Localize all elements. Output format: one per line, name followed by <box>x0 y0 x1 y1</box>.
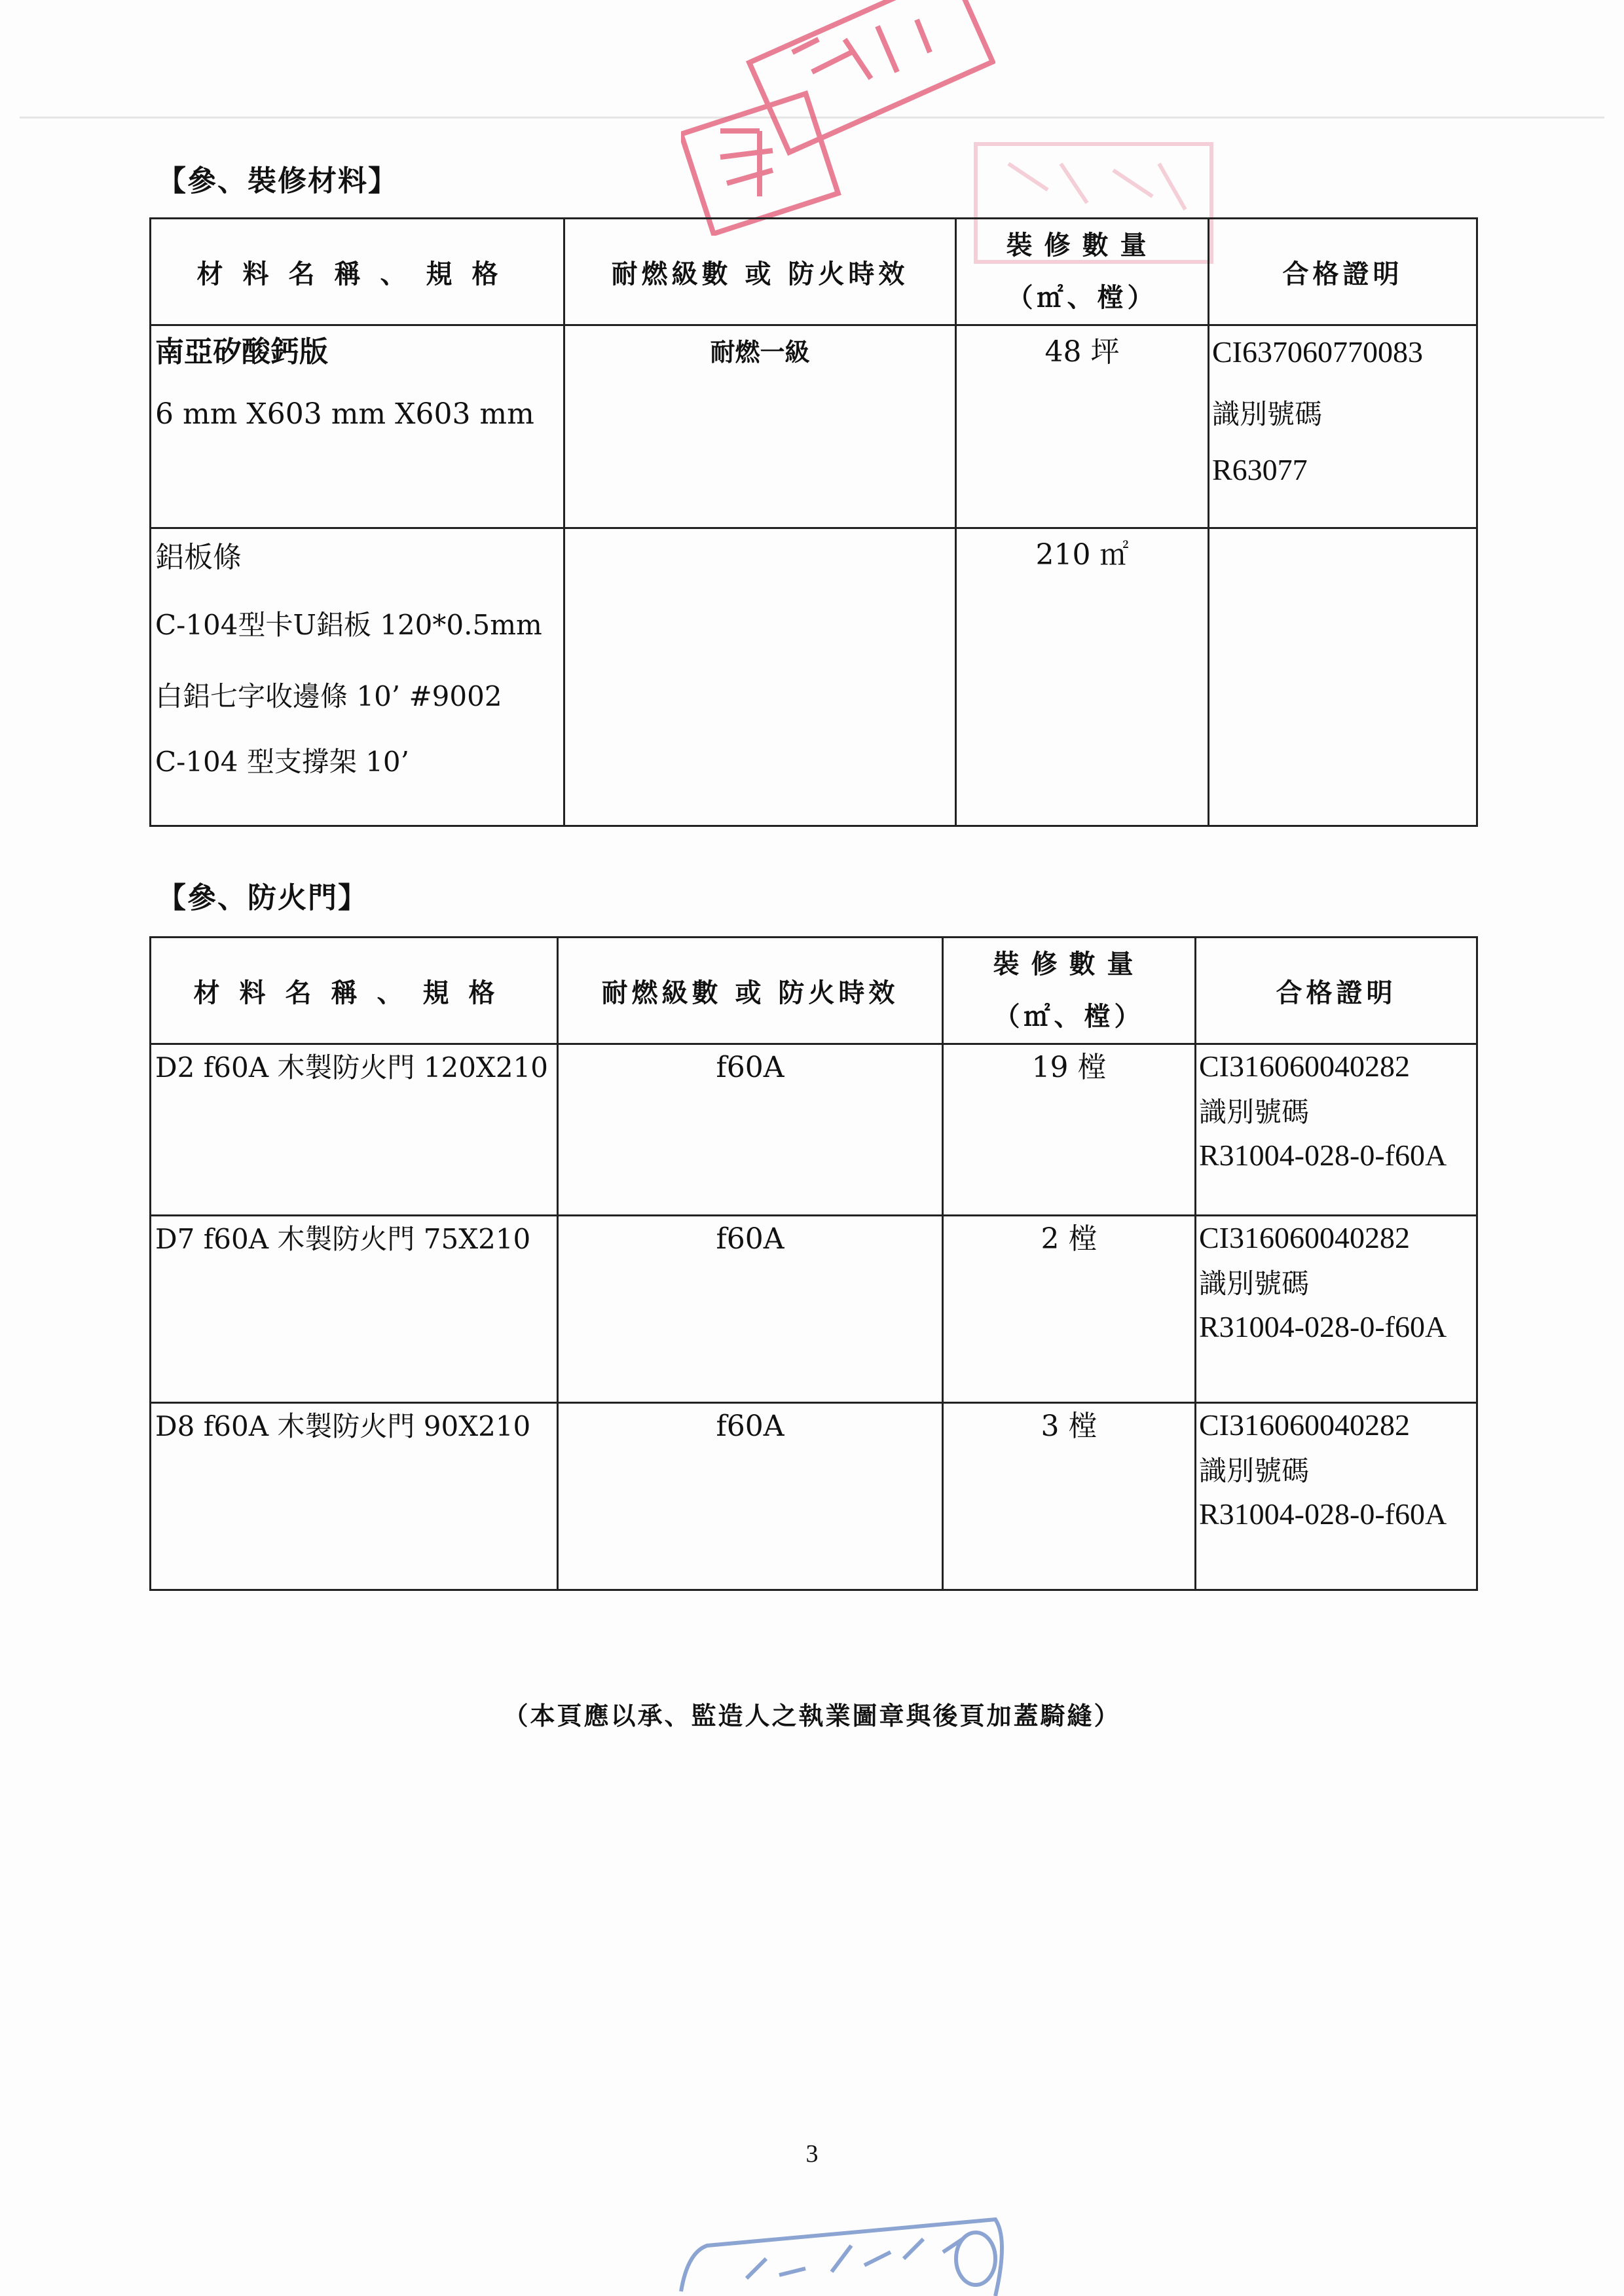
cert-id-code: R63077 <box>1212 453 1308 486</box>
quantity-value: 2 樘 <box>1041 1222 1098 1256</box>
col-header-cert: 合格證明 <box>1209 219 1477 325</box>
col-header-name: 材料名稱、規格 <box>151 219 564 325</box>
quantity-value: 3 樘 <box>1041 1410 1098 1443</box>
material-name-cell <box>151 325 564 528</box>
col-header-cert: 合格證明 <box>1196 938 1477 1044</box>
rating-cell <box>558 1403 943 1590</box>
rating-value: f60A <box>716 1222 784 1256</box>
door-name-cell <box>151 1044 558 1216</box>
door-name-cell <box>151 1403 558 1590</box>
quantity-cell <box>956 325 1209 528</box>
page-number: 3 <box>805 2140 819 2168</box>
quantity-value: 48 坪 <box>1044 335 1120 369</box>
cert-number: CI316060040282 <box>1199 1049 1410 1083</box>
cert-cell <box>1209 528 1477 826</box>
material-name: 鋁板條 <box>155 541 242 574</box>
rating-cell <box>564 528 956 826</box>
table-row <box>151 1044 1477 1216</box>
quantity-cell <box>943 1403 1196 1590</box>
footer-note: （本頁應以承、監造人之執業圖章與後頁加蓋騎縫） <box>503 1701 1121 1730</box>
materials-table <box>149 217 1478 827</box>
door-name-cell <box>151 1216 558 1403</box>
table-row <box>151 325 1477 528</box>
table-header-row <box>151 219 1477 325</box>
col-header-rating: 耐燃級數 或 防火時效 <box>558 938 943 1044</box>
section-title-fire-doors: 【參、防火門】 <box>157 881 368 915</box>
rating-cell <box>558 1044 943 1216</box>
cert-number: CI316060040282 <box>1199 1408 1410 1442</box>
door-name: D2 f60A 木製防火門 120X210 <box>155 1051 548 1084</box>
table-row <box>151 528 1477 826</box>
fire-doors-table <box>149 936 1478 1591</box>
cert-id-code: R31004-028-0-f60A <box>1199 1310 1447 1343</box>
section-title-materials: 【參、裝修材料】 <box>157 164 398 198</box>
cert-id-code: R31004-028-0-f60A <box>1199 1497 1447 1531</box>
cert-id-label: 識別號碼 <box>1199 1455 1310 1487</box>
table-row <box>151 1403 1477 1590</box>
rating-cell <box>564 325 956 528</box>
rating-cell <box>558 1216 943 1403</box>
quantity-cell <box>956 528 1209 826</box>
table-row <box>151 1216 1477 1403</box>
quantity-value: 210 ㎡ <box>1035 538 1129 572</box>
cert-number: CI637060770083 <box>1212 335 1423 369</box>
door-name: D7 f60A 木製防火門 75X210 <box>155 1223 531 1255</box>
quantity-value: 19 樘 <box>1031 1051 1107 1084</box>
cert-id-label: 識別號碼 <box>1212 398 1323 430</box>
cert-number: CI316060040282 <box>1199 1221 1410 1254</box>
cert-cell <box>1196 1403 1477 1590</box>
cert-cell <box>1209 325 1477 528</box>
cert-cell <box>1196 1216 1477 1403</box>
material-spec: C-104 型支撐架 10’ <box>155 746 409 778</box>
cert-cell <box>1196 1044 1477 1216</box>
red-seal-stamp <box>681 0 995 236</box>
cert-id-code: R31004-028-0-f60A <box>1199 1139 1447 1172</box>
material-spec: C-104型卡U鋁板 120*0.5mm <box>155 609 542 641</box>
col-header-rating: 耐燃級數 或 防火時效 <box>564 219 956 325</box>
quantity-cell <box>943 1044 1196 1216</box>
material-spec: 白鋁七字收邊條 10’ #9002 <box>155 680 502 712</box>
material-spec: 6 mm X603 mm X603 mm <box>155 397 534 431</box>
table-header-row <box>151 938 1477 1044</box>
cert-id-label: 識別號碼 <box>1199 1096 1310 1128</box>
material-name-cell <box>151 528 564 826</box>
quantity-cell <box>943 1216 1196 1403</box>
material-name: 南亞矽酸鈣版 <box>155 335 328 369</box>
blue-seal-stamp <box>668 2213 1022 2296</box>
col-header-quantity: 裝修數量 （㎡、樘） <box>943 938 1196 1044</box>
col-header-name: 材料名稱、規格 <box>151 938 558 1044</box>
rating-value: f60A <box>716 1410 784 1443</box>
rating-value: f60A <box>716 1051 784 1084</box>
cert-id-label: 識別號碼 <box>1199 1267 1310 1300</box>
rating-value: 耐燃一級 <box>710 337 810 367</box>
col-header-quantity: 裝修數量 （㎡、樘） <box>956 219 1209 325</box>
door-name: D8 f60A 木製防火門 90X210 <box>155 1410 531 1442</box>
